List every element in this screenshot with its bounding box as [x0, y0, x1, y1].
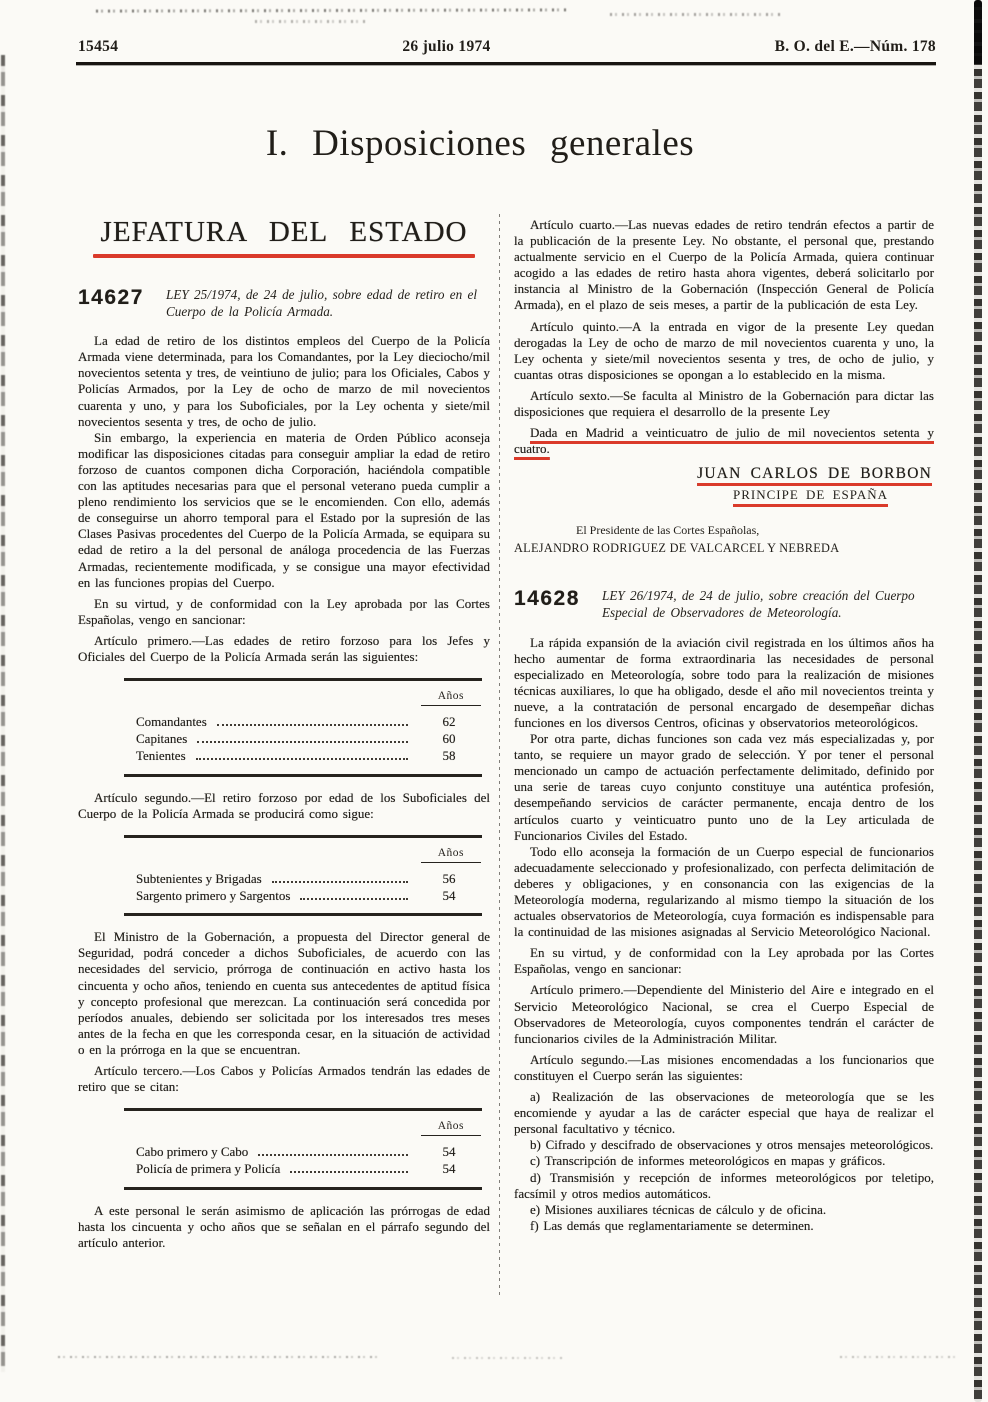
paragraph: A este personal le serán asimismo de aplicación las prórrogas de edad hasta los cincuenta y ocho años que se señalan en el párrafo segundo del artículo anterior.	[78, 1202, 490, 1250]
signer-title: PRINCIPE DE ESPAÑA	[733, 487, 888, 503]
article-paragraph: Artículo segundo.—El retiro forzoso por edad de los Suboficiales del Cuerpo de la Policía Armada se producirá como sigue:	[78, 789, 490, 821]
article-paragraph: Artículo segundo.—Las misiones encomendadas a los funcionarios que constituyen el Cuerpo serán las siguientes:	[514, 1051, 934, 1083]
table-row	[124, 747, 482, 764]
table-row	[124, 1143, 482, 1160]
dot-leader	[300, 898, 408, 900]
signer-name: JUAN CARLOS DE BORBON	[697, 465, 932, 483]
mission-item: e) Misiones auxiliares técnicas de cálculo y de oficina.	[530, 1201, 827, 1217]
article-paragraph: Artículo cuarto.—Las nuevas edades de retiro tendrán efectos a partir de la publicación de la presente Ley. No obstante, el personal que, prestando actualmente servicio en el Cuerpo de la Policía Armada, quiera continuar acogido a las edades de retiro hasta ahora vigentes, deberá solicitarlo por instancia al Ministro de la Gobernación (Inspección General de Policía Armada), en el plazo de seis meses, a partir de la publicación de esta Ley.	[514, 217, 934, 313]
rank-label: Policía de primera y Policía	[136, 1161, 281, 1177]
paragraph: En su virtud, y de conformidad con la Ley aprobada por las Cortes Españolas, vengo en sancionar:	[514, 945, 934, 977]
rank-label: Subtenientes y Brigadas	[136, 870, 262, 886]
scan-noise-bottom	[58, 1356, 378, 1358]
article-paragraph: Artículo primero.—Las edades de retiro forzoso para los Jefes y Oficiales del Cuerpo de la Policía Armada serán las siguientes:	[78, 632, 490, 664]
age-value: 60	[442, 731, 456, 747]
mission-item: d) Transmisión y recepción de informes meteorológicos por teletipo, facsímil y otros medios automáticos.	[514, 1169, 934, 1201]
table-bottom-rule	[124, 1187, 482, 1190]
column-gap	[490, 212, 514, 1251]
two-column-body	[78, 212, 934, 1251]
mission-item: a) Realización de las observaciones de meteorología que se les encomiende y ayudar a las de carácter especial que haya de realizar el personal facultativo y técnico.	[514, 1089, 934, 1137]
page-number: 15454	[78, 38, 119, 55]
age-value: 62	[442, 714, 456, 730]
president-name: ALEJANDRO RODRIGUEZ DE VALCARCEL Y NEBREDA	[514, 541, 840, 556]
table-row	[124, 887, 482, 904]
left-column	[78, 212, 490, 1251]
running-head	[78, 38, 936, 56]
age-value: 54	[442, 1144, 456, 1160]
age-value: 56	[442, 870, 456, 886]
table-header	[124, 1111, 482, 1143]
rank-label: Capitanes	[136, 731, 188, 747]
table-header	[124, 838, 482, 870]
age-value: 54	[442, 888, 456, 904]
article-paragraph: Artículo sexto.—Se faculta al Ministro de la Gobernación para dictar las disposiciones que requiera el desarrollo de la presente Ley	[514, 387, 934, 420]
rank-label: Sargento primero y Sargentos	[136, 888, 291, 904]
years-column-header: Años	[421, 690, 481, 706]
table-row	[124, 870, 482, 887]
paragraph: En su virtud, y de conformidad con la Ley aprobada por las Cortes Españolas, vengo en sancionar:	[78, 595, 490, 627]
header-rule	[76, 62, 936, 65]
mission-item: b) Cifrado y descifrado de observaciones y otros mensajes meteorológicos.	[530, 1137, 934, 1153]
scan-edge-artifact-left	[1, 55, 5, 1372]
issue-label: B. O. del E.—Núm. 178	[774, 38, 936, 55]
dot-leader	[196, 758, 408, 760]
age-value: 54	[442, 1161, 456, 1177]
section-title: I. Disposiciones generales	[265, 123, 695, 164]
table-row	[124, 730, 482, 747]
years-column-header: Años	[421, 1120, 481, 1136]
scan-noise-bottom	[452, 1357, 562, 1359]
law-title: LEY 25/1974, de 24 de julio, sobre edad de retiro en el Cuerpo de la Policía Armada.	[166, 287, 477, 319]
law-number: 14627	[78, 286, 144, 309]
article-paragraph: Artículo tercero.—Los Cabos y Policías Armados tendrán las edades de retiro que se citan:	[78, 1063, 490, 1095]
scan-noise-top	[610, 13, 780, 16]
scan-noise-bottom	[840, 1356, 960, 1358]
agency-red-underline	[93, 254, 475, 258]
mission-item: f) Las demás que reglamentariamente se determinen.	[530, 1217, 814, 1233]
dot-leader	[217, 724, 408, 726]
mission-item: c) Transcripción de informes meteorológicos en mapas y gráficos.	[530, 1153, 886, 1169]
dot-leader	[197, 741, 408, 743]
paragraph: Todo ello aconseja la formación de un Cuerpo especial de funcionarios adecuadamente seleccionado y profesionalizado, con perfecta delimitación de deberes y obligaciones, y en consonancia con las exigencias de la Meteorología moderna, regularizando al mismo tiempo la situación de los actuales observatorios de Meteorología, cuya formación es indispensable para la continuidad de las misiones asignadas al Servicio Meteorológico Nacional.	[514, 843, 934, 940]
paragraph: Por otra parte, dichas funciones son cada vez más especializadas y, por tanto, se requiere un mayor grado de selección. Y por tener el personal mencionado un campo de actuación perfectamente delimitado, definido por una serie de tareas cuyo conjunto constituye una auténtica profesión, desempeñando servicios de carácter permanente, encaja dentro de los artículos cuarto y veinticuatro punto uno de la Ley articulada de Funcionarios Civiles del Estado.	[514, 731, 934, 843]
paragraph: El Ministro de la Gobernación, a propuesta del Director general de Seguridad, podrá conceder a dichos Suboficiales, de acuerdo con las necesidades del servicio, prórroga de continuación en activo hasta los cincuenta y ocho años, teniendo en cuenta sus antecedentes de aptitud física y concepto profesional que merezcan. La continuación será concedida por períodos anuales, debiendo ser solicitada por los interesados tres meses antes de la fecha en que les corresponda cesar, en la situación de actividad o en la prórroga en la que se encuentran.	[78, 929, 490, 1057]
rank-label: Comandantes	[136, 714, 207, 730]
age-value: 58	[442, 748, 456, 764]
paragraph: La edad de retiro de los distintos empleos del Cuerpo de la Policía Armada viene determinada, para los Comandantes, por la Ley dieciocho/mil novecientos setenta y tres, de veintiuno de julio; para los Oficiales, Cabos y Policías Armados, por la Ley de ocho de marzo de mil novecientos cuarenta y uno, y para los Suboficiales, por la Ley ochenta y siete/mil novecientos sesenta y tres, de ocho de julio.	[78, 333, 490, 429]
table-header	[124, 681, 482, 713]
table-row	[124, 713, 482, 730]
rank-label: Tenientes	[136, 748, 186, 764]
retirement-table-suboficiales	[124, 835, 482, 916]
president-label: El Presidente de las Cortes Españolas,	[576, 523, 760, 538]
scan-noise-top	[255, 20, 365, 23]
promulgation-line: Dada en Madrid a veinticuatro de julio de mil novecientos setenta y cuatro.	[514, 425, 934, 457]
table-bottom-rule	[124, 774, 482, 777]
retirement-table-cabos	[124, 1108, 482, 1189]
table-row	[124, 1160, 482, 1177]
dot-leader	[258, 1154, 408, 1156]
law-title: LEY 26/1974, de 24 de julio, sobre creación del Cuerpo Especial de Observadores de Meteorología.	[602, 588, 915, 620]
law-number: 14628	[514, 587, 580, 611]
table-bottom-rule	[124, 913, 482, 916]
right-column	[514, 212, 934, 1251]
paragraph: Sin embargo, la experiencia en materia de Orden Público aconseja modificar las disposiciones citadas para conseguir ampliar la edad de retiro forzoso de cuantos componen dicha Corporación, haciéndola compatible con las aptitudes necesarias para que el personal veterano pueda cumplir a pleno rendimiento los servicios que se le encomienden. Con ello, además de conseguirse un ahorro temporal para el Estado por la supresión de las Clases Pasivas procedentes del Cuerpo de la Policía Armada, se equipara su edad de retiro a la del personal de análoga procedencia de las Fuerzas Armadas, recientemente modificada, y se consigue una mayor efectividad en las funciones propias del Cuerpo.	[78, 429, 490, 590]
retirement-table-oficiales	[124, 678, 482, 777]
issue-date: 26 julio 1974	[402, 38, 491, 55]
article-paragraph: Artículo primero.—Dependiente del Ministerio del Aire e integrado en el Servicio Meteorológico Nacional, se crea el Cuerpo Especial de Observadores de Meteorología, cuyos componentes tendrán el carácter de funcionarios civiles de la Administración Militar.	[514, 982, 934, 1046]
paragraph: La rápida expansión de la aviación civil registrada en los últimos años ha hecho aumentar de forma extraordinaria las necesidades de personal especializado en Meteorología, sobre todo para la realización de misiones técnicas auxiliares, lo que ha obligado, desde el año mil novecientos treinta y nueve, a la contratación de personal encargado de desempeñar dichas funciones en los diversos Centros, oficinas y observatorios meteorológicos.	[514, 634, 934, 730]
scan-binding-artifact-right	[974, 0, 982, 1402]
dot-leader	[290, 1171, 408, 1173]
scan-noise-top	[96, 8, 566, 12]
law-14627-header	[78, 285, 490, 320]
dot-leader	[272, 881, 408, 883]
law-14628-header	[514, 586, 934, 621]
years-column-header: Años	[421, 847, 481, 863]
agency-heading: JEFATURA DEL ESTADO	[100, 216, 468, 248]
article-paragraph: Artículo quinto.—A la entrada en vigor de la presente Ley quedan derogadas la Ley de ocho de marzo de mil novecientos cuarenta y uno, la Ley ochenta y siete/mil novecientos sesenta y tres, de ocho de julio, y cuantas otras disposiciones se opongan a lo establecido en la misma.	[514, 318, 934, 382]
rank-label: Cabo primero y Cabo	[136, 1144, 249, 1160]
